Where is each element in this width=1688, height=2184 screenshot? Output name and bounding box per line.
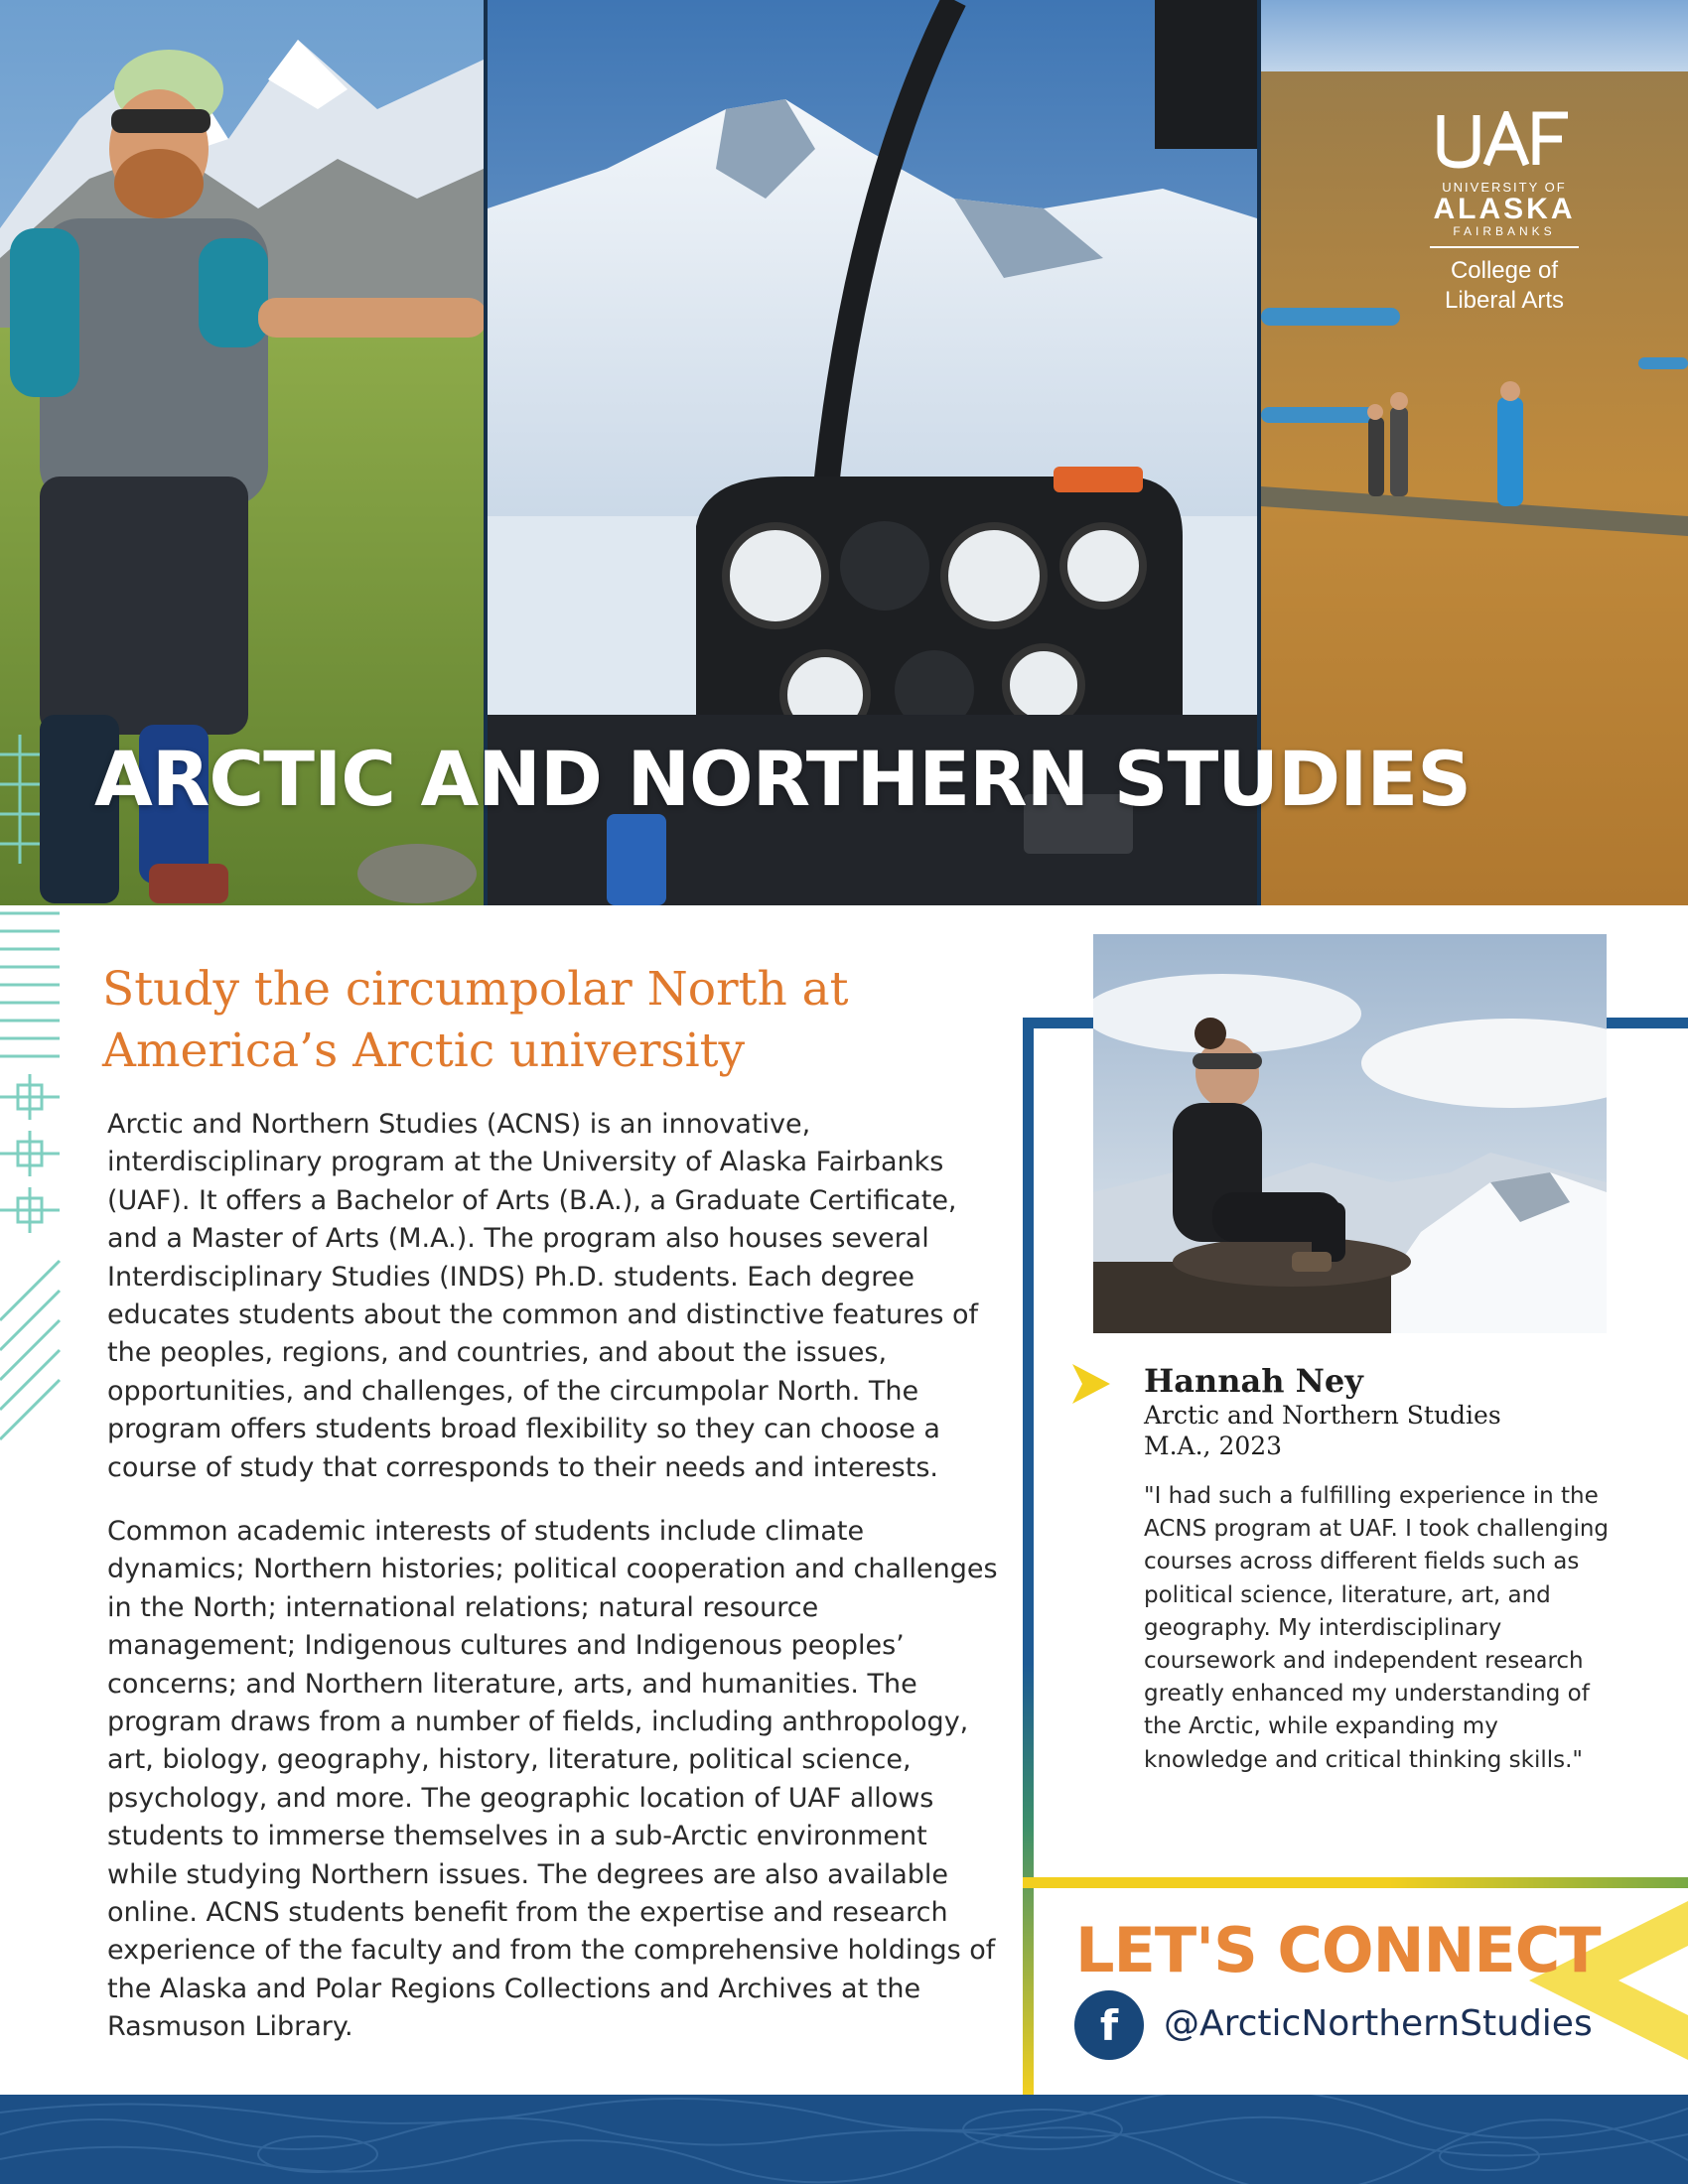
logo-college-line1: College of — [1450, 257, 1559, 284]
facebook-handle-link[interactable]: @ArcticNorthernStudies — [1164, 2003, 1593, 2044]
connect-heading: LET'S CONNECT — [1075, 1914, 1601, 1986]
interests-paragraph: Common academic interests of students include climate dynamics; Northern histories; political cooperation and challenges in the North; international relations; natural resource management; Indigenous cultures and Indigenous peoples’ concerns; and Northern literature, arts, and humanities. The program draws from a number of fields, including anthropology, art, biology, geography, history, literature, political science, psychology, and more. The geographic location of UAF allows students to immerse themselves in a sub-Arctic environment while studying Northern issues. The degrees are also available online. ACNS students benefit from the expertise and research experience of the faculty and from the comprehensive holdings of the Alaska and Polar Regions Collections and Archives at the Rasmuson Library. — [107, 1516, 998, 2043]
page-title: ARCTIC AND NORTHERN STUDIES — [94, 735, 1472, 823]
student-portrait — [1093, 934, 1607, 1333]
logo-college-line2: Liberal Arts — [1444, 287, 1565, 314]
student-name: Hannah Ney — [1144, 1362, 1363, 1400]
uaf-mark-icon — [1435, 111, 1574, 169]
panel-frame-left — [1023, 1018, 1034, 2095]
footer-band — [0, 2095, 1688, 2184]
logo-alaska: ALASKA — [1433, 193, 1576, 225]
topographic-pattern — [0, 2095, 1688, 2184]
facebook-icon[interactable]: f — [1074, 1990, 1144, 2060]
student-degree: M.A., 2023 — [1144, 1432, 1283, 1460]
logo-fairbanks: FAIRBANKS — [1430, 224, 1579, 248]
testimonial-quote: "I had such a fulfilling experience in the ACNS program at UAF. I took challenging courses across different fields such as political science, literature, art, and geography. My interdisciplinary coursework and independent research greatly enhanced my understanding of the Arctic, while expanding my knowledge and critical thinking skills." — [1144, 1483, 1610, 1773]
decorative-pattern — [0, 725, 70, 1469]
logo-university-of: UNIVERSITY OF — [1442, 180, 1567, 195]
uaf-logo — [1430, 111, 1579, 316]
hero-banner — [0, 0, 1688, 905]
student-program: Arctic and Northern Studies — [1144, 1401, 1501, 1430]
intro-paragraph: Arctic and Northern Studies (ACNS) is an innovative, interdisciplinary program at the University of Alaska Fairbanks (UAF). It offers a Bachelor of Arts (B.A.), a Graduate Certificate, and a Master of Arts (M.A.). The program also houses several Interdisciplinary Studies (INDS) Ph.D. students. Each degree educates students about the common and distinctive features of the peoples, regions, and countries, and about the issues, opportunities, and challenges, of the circumpolar North. The program offers students broad flexibility so they can choose a course of study that corresponds to their needs and interests. — [107, 1109, 979, 1483]
headline: Study the circumpolar North at America’s Arctic university — [102, 962, 849, 1078]
chevron-right-icon — [1072, 1364, 1110, 1404]
panel-frame-divider — [1023, 1877, 1688, 1888]
